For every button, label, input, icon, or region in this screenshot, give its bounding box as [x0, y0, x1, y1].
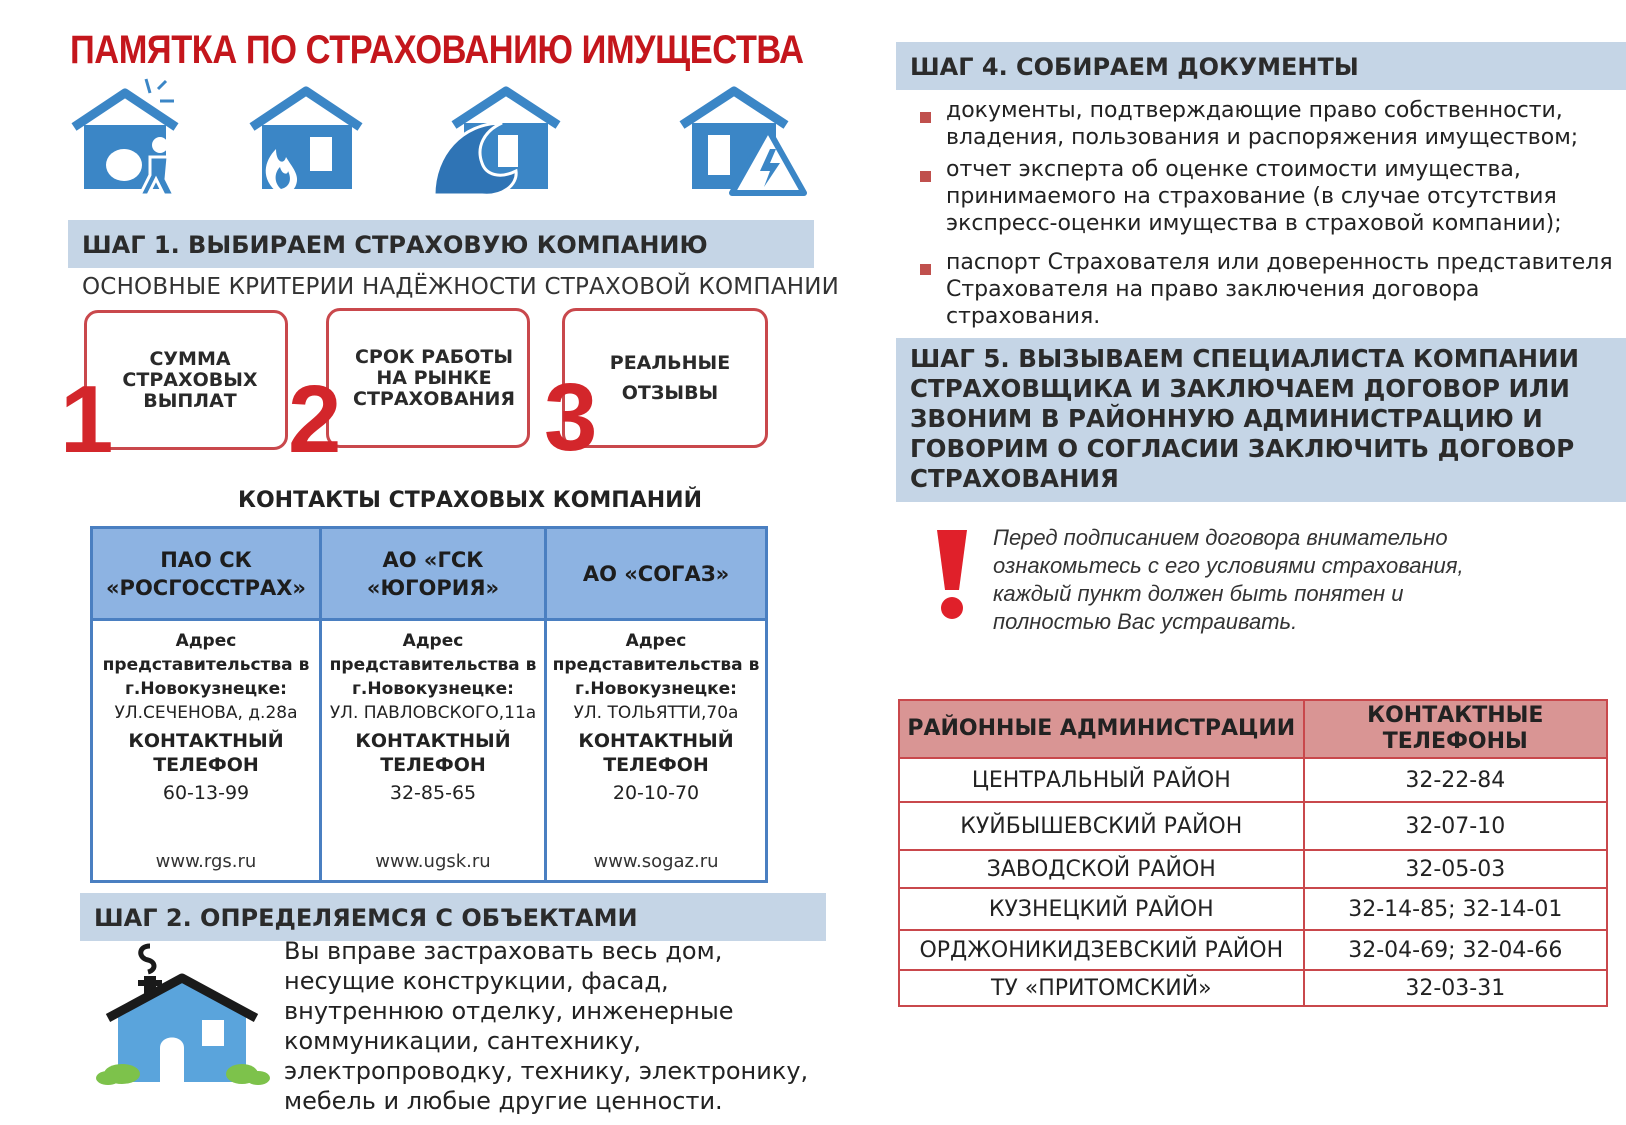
company-name: АО «СОГАЗ»	[547, 529, 765, 621]
district-phone: 32-14-85; 32-14-01	[1304, 888, 1607, 930]
list-item: паспорт Страхователя или доверенность представителя Страхователя на право заключения договора страхования.	[918, 249, 1618, 330]
address-label: Адрес представительства в г.Новокузнецке:	[552, 631, 760, 699]
district-name: ТУ «ПРИТОМСКИЙ»	[899, 970, 1304, 1006]
company-column	[544, 529, 765, 880]
district-phone: 32-07-10	[1304, 802, 1607, 850]
criterion-number: 1	[60, 366, 114, 473]
step1-heading: ШАГ 1. ВЫБИРАЕМ СТРАХОВУЮ КОМПАНИЮ	[68, 220, 814, 268]
step4-heading: ШАГ 4. СОБИРАЕМ ДОКУМЕНТЫ	[896, 42, 1626, 90]
table-row	[899, 970, 1607, 1006]
website-link[interactable]: www.sogaz.ru	[593, 851, 719, 872]
table-row	[899, 888, 1607, 930]
contacts-heading: КОНТАКТЫ СТРАХОВЫХ КОМПАНИЙ	[238, 488, 702, 513]
list-item: отчет эксперта об оценке стоимости имущества, принимаемого на страхование (в случае отсутствия экспресс-оценки имущества в страховой компании);	[918, 156, 1618, 237]
step5-heading: ШАГ 5. ВЫЗЫВАЕМ СПЕЦИАЛИСТА КОМПАНИИ СТРАХОВЩИКА И ЗАКЛЮЧАЕМ ДОГОВОР ИЛИ ЗВОНИМ В РАЙОННУЮ АДМИНИСТРАЦИЮ И ГОВОРИМ О СОГЛАСИИ ЗАКЛЮЧИТЬ ДОГОВОР СТРАХОВАНИЯ	[896, 338, 1626, 502]
house-objects-icon	[92, 940, 272, 1085]
company-name: АО «ГСК «ЮГОРИЯ»	[322, 529, 544, 621]
criterion-card-1	[84, 310, 288, 450]
address: УЛ.СЕЧЕНОВА, д.28а	[114, 703, 298, 723]
phone-label: КОНТАКТНЫЙ ТЕЛЕФОН	[355, 730, 511, 776]
column-header: КОНТАКТНЫЕ ТЕЛЕФОНЫ	[1304, 700, 1607, 758]
phone-number: 32-85-65	[389, 782, 477, 804]
page-title: ПАМЯТКА ПО СТРАХОВАНИЮ ИМУЩЕСТВА	[70, 28, 804, 72]
documents-list	[918, 97, 1618, 335]
phone-label: КОНТАКТНЫЙ ТЕЛЕФОН	[128, 730, 284, 776]
address-label: Адрес представительства в г.Новокузнецке:	[329, 631, 537, 699]
phone-number: 60-13-99	[162, 782, 250, 804]
district-admin-table	[898, 699, 1608, 1007]
phone-label: КОНТАКТНЫЙ ТЕЛЕФОН	[578, 730, 734, 776]
column-header: РАЙОННЫЕ АДМИНИСТРАЦИИ	[899, 700, 1304, 758]
criterion-label: СРОК РАБОТЫ НА РЫНКЕ СТРАХОВАНИЯ	[353, 345, 515, 410]
table-row	[899, 930, 1607, 970]
company-column	[319, 529, 544, 880]
table-row	[899, 850, 1607, 888]
address-label: Адрес представительства в г.Новокузнецке:	[102, 631, 310, 699]
exclamation-icon	[935, 528, 969, 626]
house-fire-icon	[248, 75, 368, 200]
criterion-label: СУММА СТРАХОВЫХ ВЫПЛАТ	[122, 347, 258, 412]
house-flood-icon	[432, 75, 562, 200]
district-phone: 32-04-69; 32-04-66	[1304, 930, 1607, 970]
criterion-card-2	[326, 308, 530, 448]
company-name: ПАО СК «РОСГОССТРАХ»	[93, 529, 319, 621]
company-column	[93, 529, 319, 880]
list-item: документы, подтверждающие право собственности, владения, пользования и распоряжения имуществом;	[918, 97, 1618, 151]
table-row	[899, 758, 1607, 802]
phone-number: 20-10-70	[612, 782, 700, 804]
risk-icons-row	[70, 75, 810, 205]
district-phone: 32-22-84	[1304, 758, 1607, 802]
district-phone: 32-03-31	[1304, 970, 1607, 1006]
district-name: КУЙБЫШЕВСКИЙ РАЙОН	[899, 802, 1304, 850]
address: УЛ. ПАВЛОВСКОГО,11а	[329, 703, 537, 723]
website-link[interactable]: www.ugsk.ru	[375, 851, 491, 872]
insurance-contacts-table	[90, 526, 768, 883]
house-theft-icon	[70, 75, 190, 200]
website-link[interactable]: www.rgs.ru	[155, 851, 257, 872]
district-name: ЗАВОДСКОЙ РАЙОН	[899, 850, 1304, 888]
table-row	[899, 802, 1607, 850]
criterion-number: 3	[544, 364, 598, 471]
district-name: ЦЕНТРАЛЬНЫЙ РАЙОН	[899, 758, 1304, 802]
district-name: ОРДЖОНИКИДЗЕВСКИЙ РАЙОН	[899, 930, 1304, 970]
district-phone: 32-05-03	[1304, 850, 1607, 888]
house-electric-icon	[678, 75, 808, 200]
criterion-label: РЕАЛЬНЫЕ ОТЗЫВЫ	[609, 352, 731, 404]
address: УЛ. ТОЛЬЯТТИ,70а	[573, 703, 739, 723]
district-name: КУЗНЕЦКИЙ РАЙОН	[899, 888, 1304, 930]
criterion-number: 2	[288, 366, 342, 473]
warning-text: Перед подписанием договора внимательно ознакомьтесь с его условиями страхования, каждый пункт должен быть понятен и полностью Вас устраивать.	[993, 525, 1464, 634]
step2-text: Вы вправе застраховать весь дом, несущие конструкции, фасад, внутреннюю отделку, инженерные коммуникации, сантехнику, электропроводку, технику, электронику, мебель и любые другие ценности.	[284, 937, 809, 1115]
step2-heading: ШАГ 2. ОПРЕДЕЛЯЕМСЯ С ОБЪЕКТАМИ	[80, 893, 826, 941]
criteria-heading: ОСНОВНЫЕ КРИТЕРИИ НАДЁЖНОСТИ СТРАХОВОЙ КОМПАНИИ	[82, 274, 840, 300]
